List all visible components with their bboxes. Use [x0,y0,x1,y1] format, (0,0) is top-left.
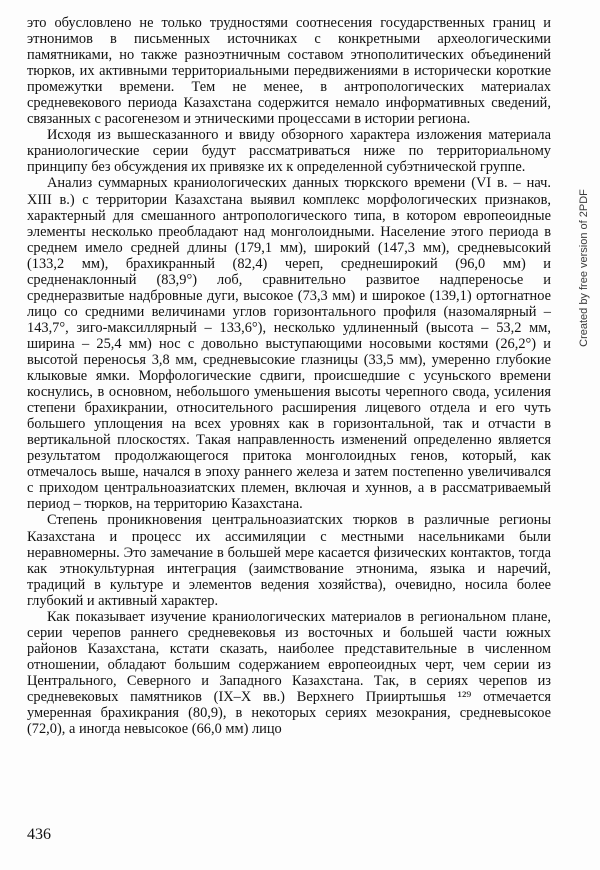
paragraph-3: Анализ суммарных краниологических данных тюркского времени (VI в. – нач. XIII в.) с территории Казахстана выявил комплекс морфологических признаков, характерный для смешанного антропологического типа, в котором европеоидные элементы несколько преобладают над монголоидными. Население этого периода в среднем имело средней длины (179,1 мм), широкий (147,3 мм), средневысокий (133,2 мм), брахикранный (82,4) череп, среднеширокий (96,0 мм) и средненаклонный (83,9°) лоб, сравнительно развитое надпереносье и среднеразвитые надбровные дуги, высокое (73,3 мм) и широкое (139,1) ортогнатное лицо со средними величинами углов горизонтального профиля (назомалярный – 143,7°, зиго-максиллярный – 133,6°), несколько удлиненный (высота – 53,2 мм, ширина – 25,4 мм) нос с довольно выступающими носовыми костями (26,2°) и высотой переносья 3,8 мм, средневысокие глазницы (33,5 мм), умеренно глубокие клыковые ямки. Морфологические сдвиги, происшедшие с усуньского времени коснулись, в основном, небольшого уменьшения высоты черепного свода, усиления степени брахикрании, относительного расширения лицевого отдела и его чуть большего уплощения на всех уровнях как в горизонтальной, так и отчасти в вертикальной плоскостях. Такая направленность изменений определенно является результатом продолжающегося притока монголоидных генов, который, как отмечалось выше, начался в эпоху раннего железа и затем постепенно увеличивался с приходом центральноазиатских племен, включая и хуннов, а в рассматриваемый период – тюрков, на территорию Казахстана. [27,175,551,513]
watermark-text: Created by free version of 2PDF [578,189,590,347]
paragraph-2: Исходя из вышесказанного и ввиду обзорного характера изложения материала краниологические серии будут рассматриваться ниже по территориальному принципу без обсуждения их привязке их к определенной субэтнической группе. [27,127,551,176]
body-text [27,15,551,737]
paragraph-5: Как показывает изучение краниологических материалов в региональном плане, серии черепов раннего средневековья из восточных и большей части южных районов Казахстана, кстати сказать, наиболее представительные в численном отношении, обладают большим содержанием европеоидных черт, чем серии из Центрального, Северного и Западного Казахстана. Так, в сериях черепов из средневековых памятников (IX–X вв.) Верхнего Прииртышья ¹²⁹ отмечается умеренная брахикрания (80,9), в некоторых сериях мезокрания, средневысокое (72,0), а иногда невысокое (66,0 мм) лицо [27,608,551,738]
paragraph-4: Степень проникновения центральноазиатских тюрков в различные регионы Казахстана и процесс их ассимиляции с местными насельниками были неравномерны. Это замечание в большей мере касается физических контактов, тогда как этнокультурная интеграция (заимствование этнонима, языка и наречий, традиций в культуре и элементов ведения хозяйства), очевидно, носила более глубокий и активный характер. [27,512,551,609]
page-number: 436 [27,826,51,843]
paragraph-1: это обусловлено не только трудностями соотнесения государственных границ и этнонимов в письменных источниках с конкретными археологическими памятниками, но также разноэтничным составом этнополитических объединений тюрков, их активными территориальными передвижениями в исторически короткие промежутки времени. Тем не менее, в антропологических материалах средневекового периода Казахстана содержится немало информативных сведений, связанных с расогенезом и этническими процессами в истории региона. [27,15,551,128]
